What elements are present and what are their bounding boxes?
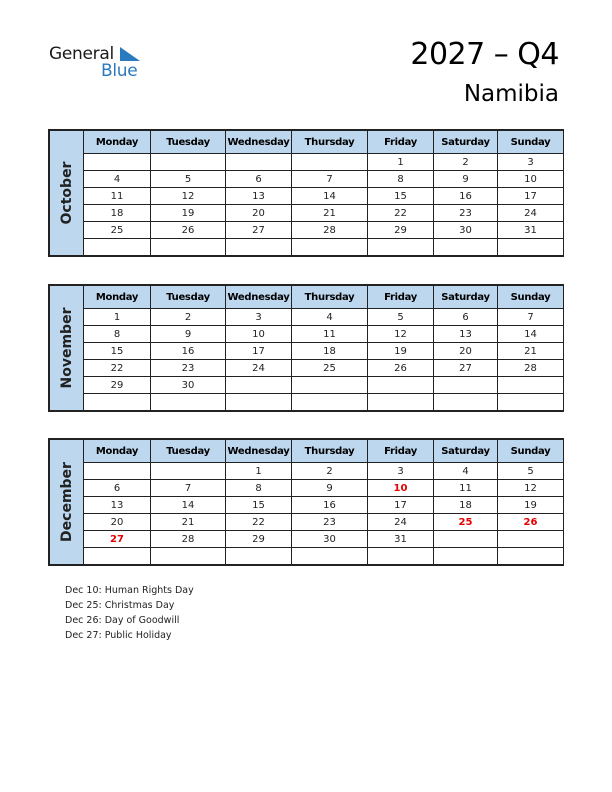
day-cell: 30 bbox=[151, 377, 226, 394]
week-row bbox=[50, 531, 564, 548]
day-cell: 21 bbox=[151, 514, 226, 531]
day-cell: 21 bbox=[498, 343, 564, 360]
day-cell: 7 bbox=[292, 171, 368, 188]
day-cell: 9 bbox=[292, 480, 368, 497]
day-cell: 24 bbox=[368, 514, 434, 531]
holiday-item: Dec 26: Day of Goodwill bbox=[65, 615, 180, 626]
week-row bbox=[50, 309, 564, 326]
day-cell: 5 bbox=[151, 171, 226, 188]
week-row bbox=[50, 394, 564, 411]
day-cell: 6 bbox=[434, 309, 498, 326]
day-cell: 14 bbox=[151, 497, 226, 514]
day-cell: 19 bbox=[151, 205, 226, 222]
day-cell: 23 bbox=[292, 514, 368, 531]
month-calendar-october bbox=[48, 129, 564, 257]
day-cell: 28 bbox=[498, 360, 564, 377]
day-cell bbox=[434, 531, 498, 548]
day-cell: 1 bbox=[84, 309, 151, 326]
weekday-header: Tuesday bbox=[151, 286, 226, 309]
day-cell: 25 bbox=[84, 222, 151, 239]
day-cell: 18 bbox=[434, 497, 498, 514]
day-cell: 5 bbox=[498, 463, 564, 480]
day-cell: 28 bbox=[292, 222, 368, 239]
day-cell: 10 bbox=[498, 171, 564, 188]
day-cell bbox=[84, 154, 151, 171]
day-cell: 15 bbox=[368, 188, 434, 205]
day-cell: 31 bbox=[498, 222, 564, 239]
day-cell bbox=[434, 377, 498, 394]
day-cell bbox=[84, 239, 151, 256]
weekday-header: Thursday bbox=[292, 131, 368, 154]
week-row bbox=[50, 239, 564, 256]
day-cell: 15 bbox=[84, 343, 151, 360]
day-cell: 9 bbox=[151, 326, 226, 343]
page-title: 2027 – Q4 bbox=[410, 37, 559, 72]
week-row bbox=[50, 480, 564, 497]
weekday-header: Wednesday bbox=[226, 286, 292, 309]
day-cell: 29 bbox=[368, 222, 434, 239]
day-cell: 18 bbox=[292, 343, 368, 360]
country-name: Namibia bbox=[463, 81, 559, 107]
day-cell: 21 bbox=[292, 205, 368, 222]
day-cell: 12 bbox=[368, 326, 434, 343]
day-cell bbox=[226, 394, 292, 411]
weekday-header: Wednesday bbox=[226, 440, 292, 463]
day-cell: 3 bbox=[368, 463, 434, 480]
weekday-header: Sunday bbox=[498, 440, 564, 463]
day-cell: 4 bbox=[434, 463, 498, 480]
week-row bbox=[50, 377, 564, 394]
day-cell: 26 bbox=[368, 360, 434, 377]
day-cell bbox=[498, 239, 564, 256]
day-cell: 3 bbox=[498, 154, 564, 171]
day-cell: 5 bbox=[368, 309, 434, 326]
weekday-header: Saturday bbox=[434, 440, 498, 463]
week-row bbox=[50, 171, 564, 188]
weekday-header: Monday bbox=[84, 131, 151, 154]
day-cell bbox=[368, 239, 434, 256]
day-cell: 11 bbox=[84, 188, 151, 205]
logo-text-general: General bbox=[49, 44, 114, 64]
day-cell: 13 bbox=[84, 497, 151, 514]
week-row bbox=[50, 205, 564, 222]
logo-triangle-icon bbox=[120, 47, 140, 61]
day-cell: 2 bbox=[292, 463, 368, 480]
weekday-header: Sunday bbox=[498, 131, 564, 154]
weekday-header: Thursday bbox=[292, 286, 368, 309]
day-cell: 2 bbox=[434, 154, 498, 171]
weekday-header: Wednesday bbox=[226, 131, 292, 154]
holiday-item: Dec 25: Christmas Day bbox=[65, 600, 175, 611]
day-cell: 8 bbox=[84, 326, 151, 343]
day-cell: 13 bbox=[434, 326, 498, 343]
day-cell: 13 bbox=[226, 188, 292, 205]
day-cell: 17 bbox=[498, 188, 564, 205]
day-cell: 27 bbox=[226, 222, 292, 239]
day-cell bbox=[368, 548, 434, 565]
day-cell bbox=[368, 394, 434, 411]
day-cell bbox=[151, 548, 226, 565]
day-cell: 25 bbox=[292, 360, 368, 377]
day-cell bbox=[292, 239, 368, 256]
day-cell: 1 bbox=[226, 463, 292, 480]
weekday-header: Thursday bbox=[292, 440, 368, 463]
holiday-item: Dec 10: Human Rights Day bbox=[65, 585, 194, 596]
day-cell: 16 bbox=[292, 497, 368, 514]
day-cell: 11 bbox=[434, 480, 498, 497]
day-cell bbox=[226, 377, 292, 394]
day-cell: 15 bbox=[226, 497, 292, 514]
weekday-header: Friday bbox=[368, 440, 434, 463]
day-cell: 20 bbox=[434, 343, 498, 360]
weekday-header: Monday bbox=[84, 286, 151, 309]
day-cell: 4 bbox=[292, 309, 368, 326]
day-cell: 6 bbox=[226, 171, 292, 188]
weekday-header: Friday bbox=[368, 286, 434, 309]
day-cell bbox=[151, 394, 226, 411]
day-cell: 10 bbox=[226, 326, 292, 343]
weekday-header: Monday bbox=[84, 440, 151, 463]
day-cell: 24 bbox=[226, 360, 292, 377]
month-name: November bbox=[58, 307, 75, 389]
day-cell bbox=[498, 377, 564, 394]
week-row bbox=[50, 463, 564, 480]
day-cell: 29 bbox=[84, 377, 151, 394]
month-name: December bbox=[58, 462, 75, 542]
month-name: October bbox=[58, 161, 75, 225]
day-cell bbox=[292, 394, 368, 411]
week-row bbox=[50, 514, 564, 531]
day-cell: 3 bbox=[226, 309, 292, 326]
day-cell: 12 bbox=[498, 480, 564, 497]
day-cell: 19 bbox=[368, 343, 434, 360]
month-calendar-december bbox=[48, 438, 564, 566]
day-cell bbox=[498, 394, 564, 411]
day-cell bbox=[151, 239, 226, 256]
weekday-header: Tuesday bbox=[151, 440, 226, 463]
day-cell: 20 bbox=[84, 514, 151, 531]
day-cell bbox=[226, 548, 292, 565]
day-cell bbox=[498, 531, 564, 548]
day-cell: 29 bbox=[226, 531, 292, 548]
day-cell: 23 bbox=[151, 360, 226, 377]
day-cell bbox=[84, 394, 151, 411]
day-cell: 7 bbox=[498, 309, 564, 326]
day-cell bbox=[292, 548, 368, 565]
day-cell bbox=[84, 463, 151, 480]
month-label-cell bbox=[50, 286, 84, 411]
day-cell: 17 bbox=[226, 343, 292, 360]
day-cell bbox=[226, 239, 292, 256]
day-cell: 10 bbox=[368, 480, 434, 497]
day-cell bbox=[292, 377, 368, 394]
day-cell: 26 bbox=[151, 222, 226, 239]
logo bbox=[49, 44, 149, 84]
weekday-header: Friday bbox=[368, 131, 434, 154]
day-cell bbox=[151, 154, 226, 171]
day-cell: 14 bbox=[498, 326, 564, 343]
logo-text-blue: Blue bbox=[101, 61, 138, 81]
weekday-header: Tuesday bbox=[151, 131, 226, 154]
day-cell: 18 bbox=[84, 205, 151, 222]
day-cell: 28 bbox=[151, 531, 226, 548]
week-row bbox=[50, 497, 564, 514]
month-label-cell bbox=[50, 131, 84, 256]
day-cell: 30 bbox=[292, 531, 368, 548]
day-cell: 7 bbox=[151, 480, 226, 497]
day-cell: 8 bbox=[368, 171, 434, 188]
day-cell: 27 bbox=[84, 531, 151, 548]
day-cell: 8 bbox=[226, 480, 292, 497]
holiday-item: Dec 27: Public Holiday bbox=[65, 630, 172, 641]
day-cell: 16 bbox=[434, 188, 498, 205]
week-row bbox=[50, 222, 564, 239]
day-cell bbox=[434, 239, 498, 256]
week-row bbox=[50, 154, 564, 171]
day-cell: 16 bbox=[151, 343, 226, 360]
day-cell: 25 bbox=[434, 514, 498, 531]
day-cell: 17 bbox=[368, 497, 434, 514]
day-cell: 1 bbox=[368, 154, 434, 171]
day-cell: 22 bbox=[84, 360, 151, 377]
day-cell bbox=[84, 548, 151, 565]
weekday-header: Sunday bbox=[498, 286, 564, 309]
week-row bbox=[50, 360, 564, 377]
day-cell bbox=[226, 154, 292, 171]
day-cell: 14 bbox=[292, 188, 368, 205]
day-cell bbox=[434, 548, 498, 565]
day-cell: 20 bbox=[226, 205, 292, 222]
week-row bbox=[50, 326, 564, 343]
day-cell: 22 bbox=[226, 514, 292, 531]
day-cell: 24 bbox=[498, 205, 564, 222]
week-row bbox=[50, 548, 564, 565]
month-label-cell bbox=[50, 440, 84, 565]
day-cell: 27 bbox=[434, 360, 498, 377]
day-cell: 2 bbox=[151, 309, 226, 326]
day-cell: 4 bbox=[84, 171, 151, 188]
day-cell: 11 bbox=[292, 326, 368, 343]
day-cell: 12 bbox=[151, 188, 226, 205]
weekday-header: Saturday bbox=[434, 286, 498, 309]
week-row bbox=[50, 343, 564, 360]
day-cell: 19 bbox=[498, 497, 564, 514]
day-cell: 31 bbox=[368, 531, 434, 548]
day-cell bbox=[292, 154, 368, 171]
week-row bbox=[50, 188, 564, 205]
weekday-header: Saturday bbox=[434, 131, 498, 154]
day-cell: 23 bbox=[434, 205, 498, 222]
day-cell bbox=[434, 394, 498, 411]
day-cell: 22 bbox=[368, 205, 434, 222]
day-cell bbox=[151, 463, 226, 480]
day-cell bbox=[368, 377, 434, 394]
day-cell: 26 bbox=[498, 514, 564, 531]
holiday-list bbox=[65, 583, 194, 643]
day-cell: 9 bbox=[434, 171, 498, 188]
day-cell bbox=[498, 548, 564, 565]
month-calendar-november bbox=[48, 284, 564, 412]
day-cell: 30 bbox=[434, 222, 498, 239]
day-cell: 6 bbox=[84, 480, 151, 497]
